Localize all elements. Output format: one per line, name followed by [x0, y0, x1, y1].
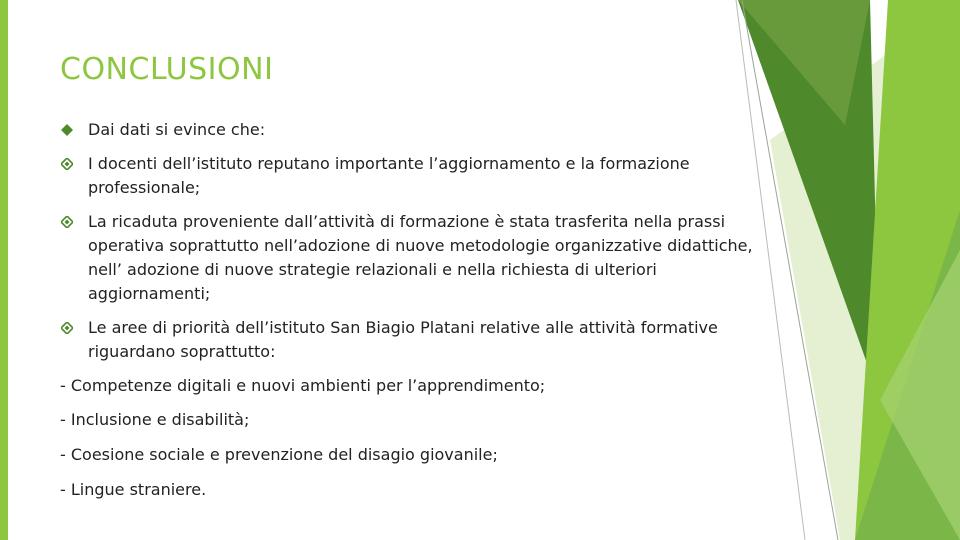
checkmark-diamond-icon: [60, 210, 74, 234]
dash-item: - Inclusione e disabilità;: [60, 410, 250, 429]
bullet-text: Le aree di priorità dell’istituto San Biagio Platani relative alle attività formative riguardano soprattutto:: [88, 318, 718, 361]
bullet-item: [60, 316, 760, 364]
bullet-text: I docenti dell’istituto reputano importante l’aggiornamento e la formazione professionale;: [88, 154, 690, 197]
slide-title: CONCLUSIONI: [60, 52, 274, 87]
checkmark-diamond-icon: [60, 152, 74, 176]
bullet-text: La ricaduta proveniente dall’attività di formazione è stata trasferita nella prassi operativa soprattutto nell’adozione di nuove metodologie organizzative didattiche, nell’ adozione di nuove strategie relazionali e nella richiesta di ulteriori aggiornamenti;: [88, 212, 753, 303]
dash-item: - Lingue straniere.: [60, 480, 207, 499]
dash-item: - Coesione sociale e prevenzione del disagio giovanile;: [60, 445, 498, 464]
bullet-item: [60, 152, 760, 200]
bullet-item: [60, 118, 760, 142]
dash-item: - Competenze digitali e nuovi ambienti per l’apprendimento;: [60, 376, 546, 395]
diamond-icon: [60, 118, 74, 142]
checkmark-diamond-icon: [60, 316, 74, 340]
bullet-text: Dai dati si evince che:: [88, 120, 266, 139]
bullet-item: [60, 210, 760, 306]
